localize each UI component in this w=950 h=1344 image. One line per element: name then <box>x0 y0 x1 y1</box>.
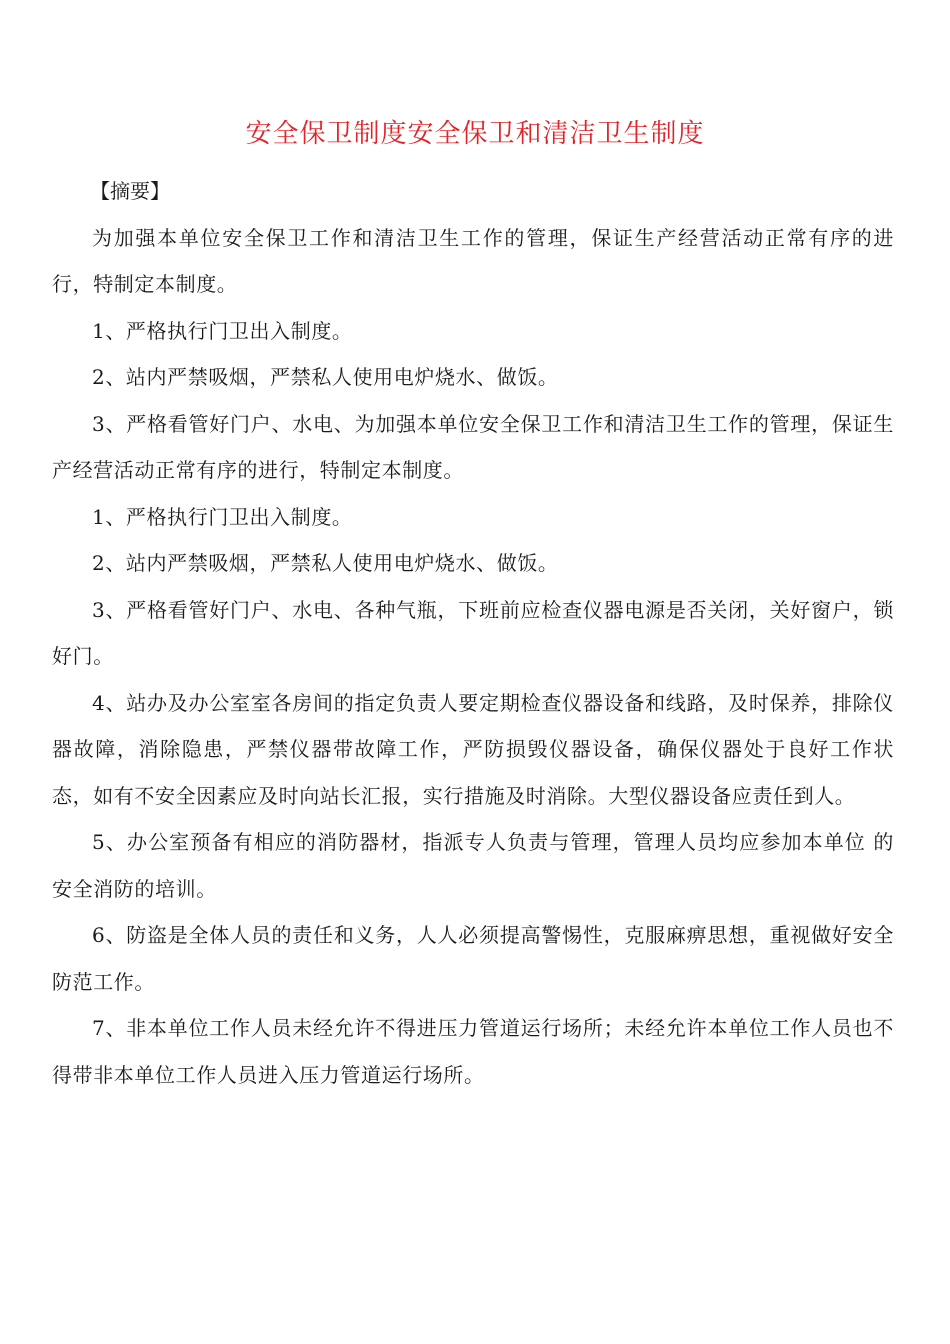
paragraph-item-2: 2、站内严禁吸烟，严禁私人使用电炉烧水、做饭。 <box>92 365 559 389</box>
paragraph-item-2-repeat: 2、站内严禁吸烟，严禁私人使用电炉烧水、做饭。 <box>92 551 559 575</box>
paragraph-item-1: 1、严格执行门卫出入制度。 <box>92 318 353 343</box>
paragraph-item-3: 3、严格看管好门户、水电、为加强本单位安全保卫工作和清洁卫生工作的管理，保证生产经营活动正常有序的进行，特制定本制度。 <box>52 411 894 482</box>
paragraph-item-7: 7、非本单位工作人员未经允许不得进压力管道运行场所；未经允许本单位工作人员也不得带非本单位工作人员进入压力管道运行场所。 <box>52 1016 894 1087</box>
paragraph-item-6: 6、防盗是全体人员的责任和义务，人人必须提高警惕性，克服麻痹思想，重视做好安全防范工作。 <box>52 923 894 994</box>
paragraph-intro: 为加强本单位安全保卫工作和清洁卫生工作的管理，保证生产经营活动正常有序的进行，特制定本制度。 <box>52 225 894 296</box>
document-body <box>52 168 894 1098</box>
document-title: 安全保卫制度安全保卫和清洁卫生制度 <box>245 119 705 149</box>
paragraph-item-4: 4、站办及办公室室各房间的指定负责人要定期检查仪器设备和线路，及时保养，排除仪器故障，消除隐患，严禁仪器带故障工作，严防损毁仪器设备，确保仪器处于良好工作状态，如有不安全因素应及时向站长汇报，实行措施及时消除。大型仪器设备应责任到人。 <box>52 690 894 808</box>
paragraph-item-3-repeat: 3、严格看管好门户、水电、各种气瓶，下班前应检查仪器电源是否关闭，关好窗户，锁好门。 <box>52 597 894 668</box>
abstract-label: 【摘要】 <box>90 179 170 203</box>
paragraph-item-5: 5、办公室预备有相应的消防器材，指派专人负责与管理，管理人员均应参加本单位 的安全消防的培训。 <box>52 830 894 901</box>
paragraph-item-1-repeat: 1、严格执行门卫出入制度。 <box>92 504 353 529</box>
